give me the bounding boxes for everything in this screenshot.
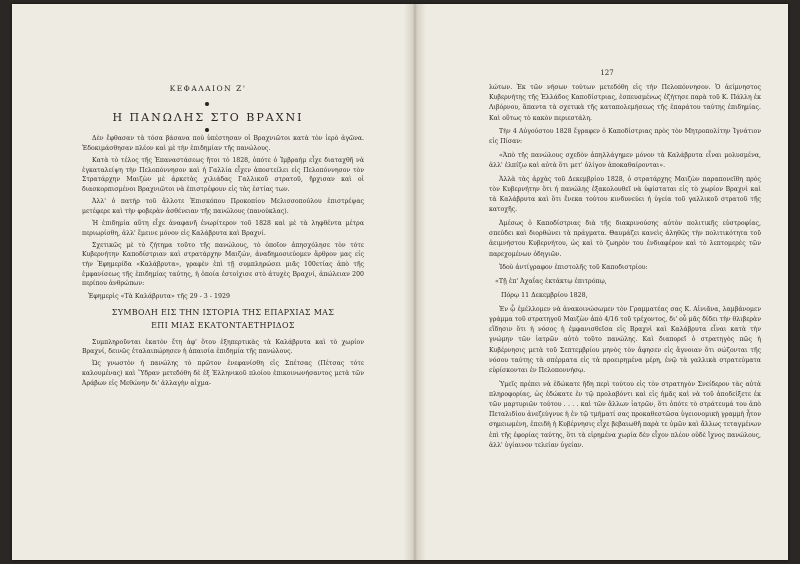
paragraph: Τὴν 4 Αὐγούστου 1828 ἔγραφεν ὁ Καποδίστριας πρὸς τὸν Μητροπολίτην Ἰγνάτιον εἰς Πίσαν: — [489, 128, 761, 146]
paragraph: Ὑμεῖς πρέπει νὰ ἐδώκατε ἤδη περὶ τούτου εἰς τὸν στρατηγὸν Σνείδερον τὰς αὐτὰ πληροφορίας, ὡς ἐδώκατε ἐν τῷ προλαβόντι καὶ εἰς ἡμᾶς καὶ νὰ τοῦ ἀποδείξετε ἐκ τῶν μαρτυριῶν τούτου . . . . καὶ τῶν ἄλλων ἰατρῶν, ὅτι ὁπότε τὸ στράτευμά του ἀπὸ Πεταλιδίου ἀνεζεύγνυε ἡ ἐν τῷ τμήματί σας προκαθεστῶσα ὑγειονομικὴ γραμμὴ ἦτον σημειωμένη, ἐπειδὴ ἡ Κυβέρνησις εἶχε βεβαιωθῆ παρὰ τε ὑμῶν καὶ ἄλλως τεταγμένων ἐπὶ τῆς ἐφορίας ταύτης, ὅτι τὰ εἰρημένα χωρία δὲν εἶχον πλέον οὐδὲ ἴχνος πανώλους, ἀλλ' ὑγίαινον τελείαν ὑγείαν. — [489, 380, 761, 449]
paragraph: Ἀλλ' ὁ πατὴρ τοῦ ἄλλοτε Ἐπισκόπου Προκοπίου Μελισσοπούλου ἐπιστρέψας μετέφερε καὶ τὴν φοβερὰν ἀσθένειαν τῆς πανώλους (πανούκλας). — [82, 198, 364, 215]
paragraph: Ἡ ἐπιδημία αὕτη εἶχε ἀναφανῆ ἐνωρίτερον τοῦ 1828 καὶ μὲ τὰ ληφθέντα μέτρα περιωρίσθη, ἀλλ' ἔμεινε μόνον εἰς Καλάβρυτα καὶ Βραχνί. — [82, 219, 364, 237]
left-page — [12, 4, 404, 560]
ornament-dot — [205, 102, 209, 106]
chapter-label: ΚΕΦΑΛΑΙΟΝ Ζ' — [169, 84, 247, 93]
letter-date: Πόρῳ 11 Δεκεμβρίου 1828, — [501, 291, 588, 299]
right-page — [426, 4, 788, 560]
paragraph: Ἀλλὰ τὰς ἀρχὰς τοῦ Δεκεμβρίου 1828, ὁ στρατάρχης Μαιζὼν παραπονεῖθη πρὸς τὸν Κυβερνήτην ὅτι ἡ πανώλης ἐξακολουθεῖ νὰ ὑφίσταται εἰς τὸ χωρίον Βραχνὶ καὶ τὰ Καλάβρυτα καὶ ὅτι ἕνεκα τούτου κινδυνεύει ἡ ὑγεία τοῦ γαλλικοῦ στρατοῦ τῆς κατοχῆς. — [489, 175, 761, 214]
book-spread — [12, 4, 788, 560]
ornament-dot — [205, 128, 209, 132]
paragraph: λώτων. Ἐκ τῶν νήσων τούτων μετεδόθη εἰς τὴν Πελοπόννησον. Ὁ ἀείμνηστος Κυβερνήτης τῆς Ἑλλάδος Καποδίστριας, ἐσπευσμένως ἐζήτησε παρὰ τοῦ Κ. Πάλλη ἐκ Λιβόρνου, ἅπαντα τὰ σχετικὰ τῆς καταπολεμήσεως τῆς ἐπαράτου ταύτης ἐπιδημίας. Καὶ οὕτως τὸ κακὸν περιεστάλη. — [489, 84, 761, 122]
paragraph: Ἀμέσως ὁ Καποδίστριας διὰ τῆς διακρινούσης αὐτὸν πολιτικῆς εὐστροφίας, σπεύδει καὶ διορθώνει τὰ πράγματα. Θαυμάζει κανεὶς ἀληθῶς τὴν πολιτικότητα τοῦ ἀειμνήστου Κυβερνήτου, ὡς καὶ τὸ ζωηρὸν του ἐνδιαφέρον καὶ τὸ λεπτομερὲς τῶν παρεχομένων ὁδηγιῶν. — [489, 220, 761, 258]
left-text-column — [82, 134, 364, 391]
paragraph: «Ἀπὸ τῆς πανώλους σχεδὸν ἀπηλλάγημεν μόνον τὰ Καλάβρυτα εἶναι μολυσμένα, ἀλλ' ἐλπίζω καὶ αὐτὰ ὅτι μετ' ὀλίγον ἀποκαθαίρονται». — [489, 152, 761, 170]
newspaper-reference: Ἐφημερὶς «Τὰ Καλάβρυτα» τῆς 29 - 3 - 1929 — [88, 292, 230, 300]
paragraph: Συμπληροῦνται ἑκατὸν ἔτη ἀφ' ὅτου ἐξηπερτικὰς τὰ Καλάβρυτα καὶ τὸ χωρίον Βραχνί, δεινῶς ἐταλαιπώρησεν ἡ ἀπαισία ἐπιδημία τῆς πανώλους. — [82, 338, 364, 356]
section-title-line2: ΕΠΙ ΜΙΑΣ ΕΚΑΤΟΝΤΑΕΤΗΡΙΔΟΣ — [151, 320, 295, 330]
paragraph: Κατὰ τὸ τέλος τῆς Ἐπαναστάσεως ἤτοι τὸ 1828, ὁπότε ὁ Ἰμβραὴμ εἶχε διαταχθῆ νὰ ἐγκαταλείψη τὴν Πελοπόννησον καὶ ἡ Γαλλία εἶχεν ἀποστείλει εἰς Πελοπόννησον τὸν Στρατάρχην Μαιζὼν μὲ ἀρκετὰς χιλιάδας Γαλλικοῦ στρατοῦ, ἤρχισαν καὶ οἱ διασκορπισμένοι Βραχνιῶτοι νὰ ἐπιστρέφουν εἰς τὰς ἑστίας των. — [82, 156, 364, 193]
section-title — [82, 306, 364, 332]
letter-address: «Τῇ ἐπ' Ἀχαΐας ἐκτάκτῳ ἐπιτρόπῳ, — [495, 277, 607, 285]
paragraph: Ἰδοὺ ἀντίγραφον ἐπιστολῆς τοῦ Καποδιστρίου: — [499, 264, 648, 272]
right-text-column — [489, 83, 761, 454]
paragraph: Δὲν ἔφθασαν τὰ τόσα βάσανα ποὺ ὑπέστησαν οἱ Βραχνιῶτοι κατὰ τὸν ἱερὸ ἀγῶνα. Ἐδοκιμάσθησαν πλέον καὶ μὲ τὴν ἐπιδημίαν τῆς πανώλους. — [82, 135, 364, 152]
paragraph: Ὡς γνωστὸν ἡ πανώλης τὸ πρῶτον ἐνεφανίσθη εἰς Σπέτσας (Πέτσας τότε καλουμένας) καὶ Ὕδραν μετεδόθη δὲ ἐξ Ἑλληνικοῦ πλοίου ἐπικοινωνήσαντος μετὰ τῶν Ἀράβων εἰς Μεθώνην δι' ἀλλαγὴν αἰχμα- — [82, 360, 364, 387]
chapter-title: Η ΠΑΝΩΛΗΣ ΣΤΟ ΒΡΑΧΝΙ — [112, 111, 304, 124]
paragraph: Ἐν ᾧ ἐμέλλομεν νὰ ἀνακοινώσωμεν τὸν Γραμματέας σας Κ. Αἰνιᾶνα, λαμβάνομεν γράμμα τοῦ στρατηγοῦ Μαιζὼν ἀπὸ 4/16 τοῦ τρέχοντος, δι' οὗ μᾶς δίδει τὴν θλιβερὰν εἴδησιν ὅτι ἡ νόσος ἡ ἐμφανισθεῖσα εἰς Βραχνὶ καὶ Καλάβρυτα εἶναι κατὰ τὴν γνώμην τῶν ἰατρῶν αὐτὸ τοῦτο πανώλης. Καὶ διαπορεῖ ὁ στρατηγὸς πῶς ἡ Κυβέρνησις μετὰ τοῦ Σεπτεμβρίου μηνὸς τὸν ἄφησεν εἰς ἄγνοιαν ὅτι σώζονται τῆς νόσου ταύτης τὰ σπέρματα εἰς τὰ προειρημένα μέρη, ἐνῷ τὰ γαλλικὰ στρατεύματα εὑρίσκονται ἐν Πελοποννήσῳ. — [489, 305, 761, 375]
paragraph: Σχετικῶς μὲ τὸ ζήτημα τοῦτο τῆς πανώλους, τὸ ὁποῖον ἀπησχόλησε τὸν τότε Κυβερνήτην Καποδίστριαν καὶ στρατάρχην Μαιζών, ἀναδημοσιεύομεν ἄρθρον μας εἰς τὴν Ἐφημερίδα «Καλάβρυτα», γραφὲν ἐπὶ τῇ συμπληρώσει μιᾶς 100ετίας ἀπὸ τῆς ἐμφανίσεως τῆς ἐπιδημίας ταύτης, ἡ ὁποία ἐστοίχισε στὸ ἀτυχὲς Βραχνί, ἀπώλειαν 200 περίπου ἀνθρώπων: — [82, 241, 364, 288]
book-gutter — [404, 4, 426, 560]
page-number: 127 — [600, 69, 614, 77]
section-title-line1: ΣΥΜΒΟΛΗ ΕΙΣ ΤΗΝ ΙΣΤΟΡΙΑ ΤΗΣ ΕΠΑΡΧΙΑΣ ΜΑΣ — [111, 307, 335, 317]
